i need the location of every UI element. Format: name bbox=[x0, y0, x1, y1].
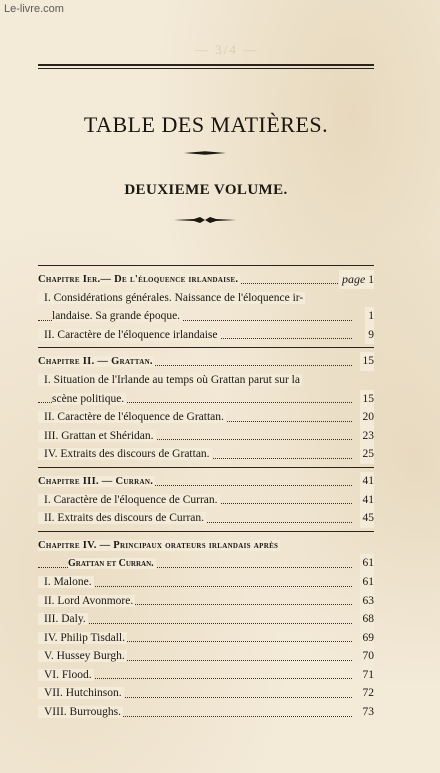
toc-entry-row bbox=[38, 703, 374, 722]
toc-entry-row bbox=[38, 289, 374, 308]
toc-page-number bbox=[360, 666, 375, 685]
toc-page-number bbox=[360, 408, 375, 427]
toc-page-number bbox=[360, 509, 375, 528]
page-number-value: 61 bbox=[362, 557, 374, 570]
section-separator bbox=[38, 265, 374, 266]
toc-page-number bbox=[360, 703, 375, 722]
section-separator bbox=[38, 347, 374, 348]
toc-page-number bbox=[365, 326, 374, 345]
toc-entry-text: V. Hussey Burgh. bbox=[38, 650, 127, 662]
toc-page-number bbox=[360, 629, 375, 648]
toc-page-number bbox=[360, 647, 375, 666]
toc-chapter-row bbox=[38, 472, 374, 491]
toc-entry-row bbox=[38, 647, 374, 666]
toc-chapter-row bbox=[38, 270, 374, 289]
toc-page-number bbox=[360, 684, 375, 703]
toc-page-number bbox=[339, 270, 374, 289]
toc-page-number bbox=[360, 445, 375, 464]
page-label: page bbox=[342, 272, 366, 286]
toc-entry-text: III. Grattan et Shéridan. bbox=[38, 430, 156, 442]
toc-entry-text: Chapitre II. — Grattan. bbox=[38, 356, 153, 368]
page-number-value: 1 bbox=[368, 310, 374, 323]
toc-page-number bbox=[360, 472, 375, 491]
toc-entry-text: VII. Hutchinson. bbox=[38, 687, 124, 699]
toc-page-number bbox=[360, 610, 375, 629]
ornament-flourish-icon bbox=[174, 216, 236, 224]
toc-entry-row bbox=[38, 610, 374, 629]
volume-subtitle: DEUXIEME VOLUME. bbox=[124, 182, 288, 198]
page-number-value: 41 bbox=[362, 474, 374, 487]
bleed-through-page-number: — 3/4 — bbox=[195, 42, 259, 57]
ornament-dash-icon bbox=[184, 151, 226, 155]
toc-entry-text: Chapitre III. — Curran. bbox=[38, 475, 154, 487]
toc-entry-text: IV. Extraits des discours de Grattan. bbox=[38, 448, 212, 460]
toc-page-number bbox=[360, 491, 375, 510]
toc-entry-text: IV. Philip Tisdall. bbox=[38, 632, 127, 644]
page-number-value: 25 bbox=[362, 448, 374, 461]
toc-entry-row bbox=[38, 509, 374, 528]
table-of-contents bbox=[38, 262, 374, 722]
toc-entry-row bbox=[38, 390, 374, 409]
page-number-value: 9 bbox=[368, 328, 374, 341]
page-number-value: 20 bbox=[362, 411, 374, 424]
page-number-value: 23 bbox=[362, 429, 374, 442]
page-number-value: 45 bbox=[362, 512, 374, 525]
page-number-value: 63 bbox=[362, 594, 374, 607]
toc-entry-text: I. Malone. bbox=[38, 576, 94, 588]
toc-page-number bbox=[360, 390, 375, 409]
toc-entry-text: II. Caractère de l'éloquence irlandaise bbox=[38, 329, 220, 341]
toc-entry-row bbox=[38, 592, 374, 611]
toc-entry-row bbox=[38, 408, 374, 427]
toc-entry-text: III. Daly. bbox=[38, 613, 88, 625]
toc-page-number bbox=[360, 573, 375, 592]
toc-entry-text: Grattan et Curran. bbox=[68, 558, 154, 570]
toc-entry-text: landaise. Sa grande époque. bbox=[52, 310, 181, 323]
page-number-value: 1 bbox=[368, 274, 374, 286]
toc-page-number bbox=[360, 554, 375, 573]
toc-entry-text: scène politique. bbox=[52, 392, 125, 405]
page-number-value: 15 bbox=[362, 392, 374, 405]
toc-entry-text: II. Extraits des discours de Curran. bbox=[38, 512, 206, 524]
toc-entry-text: I. Caractère de l'éloquence de Curran. bbox=[38, 494, 220, 506]
section-separator bbox=[38, 531, 374, 532]
toc-entry-text: I. Situation de l'Irlande au temps où Grattan parut sur la bbox=[38, 374, 302, 386]
toc-page-number bbox=[365, 307, 374, 326]
page-number-value: 73 bbox=[362, 706, 374, 719]
watermark: Le-livre.com bbox=[4, 3, 64, 15]
toc-entry-row bbox=[38, 307, 374, 326]
page-number-value: 72 bbox=[362, 687, 374, 700]
toc-entry-text: VI. Flood. bbox=[38, 669, 94, 681]
toc-entry-row bbox=[38, 445, 374, 464]
page-number-value: 15 bbox=[362, 355, 374, 368]
toc-entry-text: I. Considérations générales. Naissance de l'éloquence ir- bbox=[38, 292, 305, 304]
toc-entry-row bbox=[38, 666, 374, 685]
toc-page-number bbox=[360, 427, 375, 446]
toc-chapter-row bbox=[38, 536, 374, 555]
toc-entry-row bbox=[38, 326, 374, 345]
toc-entry-text: II. Lord Avonmore. bbox=[38, 595, 135, 607]
section-separator bbox=[38, 467, 374, 468]
toc-entry-row bbox=[38, 629, 374, 648]
page-number-value: 41 bbox=[362, 493, 374, 506]
top-rule bbox=[38, 64, 374, 69]
page-number-value: 69 bbox=[362, 631, 374, 644]
toc-entry-row bbox=[38, 573, 374, 592]
page-number-value: 71 bbox=[362, 668, 374, 681]
toc-entry-row bbox=[38, 371, 374, 390]
page-number-value: 61 bbox=[362, 575, 374, 588]
toc-entry-row bbox=[38, 554, 374, 573]
toc-entry-row bbox=[38, 427, 374, 446]
page-title: TABLE DES MATIÈRES. bbox=[83, 112, 329, 137]
page-number-value: 68 bbox=[362, 613, 374, 626]
toc-page-number bbox=[360, 352, 375, 371]
toc-entry-text: II. Caractère de l'éloquence de Grattan. bbox=[38, 411, 226, 423]
toc-page-number bbox=[360, 592, 375, 611]
toc-entry-row bbox=[38, 684, 374, 703]
toc-entry-text: VIII. Burroughs. bbox=[38, 706, 123, 718]
toc-chapter-row bbox=[38, 352, 374, 371]
page-number-value: 70 bbox=[362, 650, 374, 663]
toc-entry-text: Chapitre IV. — Principaux orateurs irlandais après bbox=[38, 539, 279, 551]
toc-entry-row bbox=[38, 491, 374, 510]
toc-entry-text: Chapitre Ier.— De l'éloquence irlandaise. bbox=[38, 274, 239, 285]
